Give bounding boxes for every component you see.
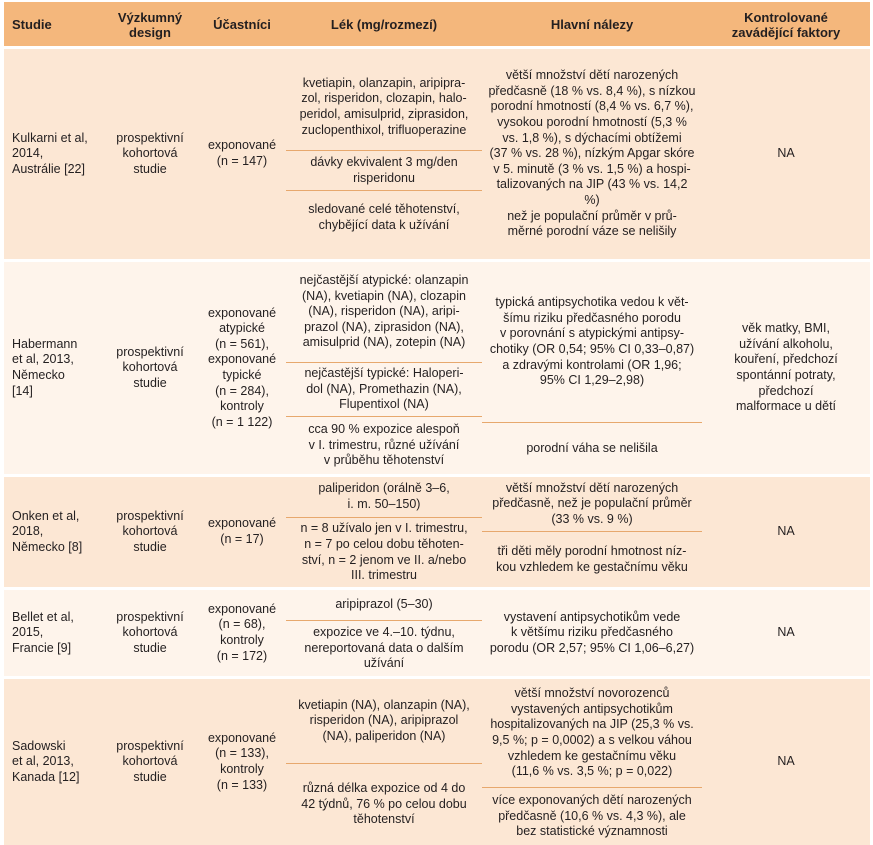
findings-subcell (482, 679, 702, 787)
study-cell-line: et al, 2013, (12, 754, 74, 769)
header-drug: Lék (mg/rozmezí) (286, 2, 482, 46)
confounders-line: NA (777, 754, 795, 769)
findings-cell (482, 46, 702, 259)
study-cell-line: Kulkarni et al, (12, 130, 88, 145)
design-cell-line: studie (133, 769, 167, 784)
participants-cell-line: kontroly (220, 762, 264, 776)
drug-line: v I. trimestru, různé užívání (308, 437, 460, 452)
findings-line: měrné porodní váze se nelišily (507, 224, 677, 239)
drug-line: risperidon (NA), aripiprazol (309, 713, 459, 728)
confounders-line: spontánní potraty, (736, 368, 836, 382)
findings-subcell (482, 49, 702, 259)
header-findings: Hlavní nálezy (482, 2, 702, 46)
study-cell-line: Francie [9] (12, 640, 72, 655)
study-cell-line: 2014, (12, 146, 44, 161)
drug-line: zuclopenthixol, trifluoperazine (301, 122, 467, 137)
drug-line: risperidonu (353, 170, 415, 185)
drug-subcell (286, 679, 482, 763)
study-cell-line: Onken et al, (12, 508, 80, 523)
findings-text (488, 68, 696, 240)
study-cell (4, 474, 102, 587)
findings-line: (37 % vs. 28 %), nízkým Apgar skóre (489, 146, 695, 161)
confounders-line: předchozí (758, 383, 814, 398)
findings-line: větší množství dětí narozených (505, 68, 679, 83)
design-cell-line: kohortová (122, 625, 178, 640)
findings-text (490, 610, 694, 657)
findings-line: více exponovaných dětí narozených (492, 793, 692, 808)
drug-cell (286, 46, 482, 259)
design-cell-line: studie (133, 539, 167, 554)
drug-cell (286, 676, 482, 845)
confounders-cell (702, 676, 870, 845)
participants-cell-line: (n = 68), (218, 617, 266, 632)
drug-text (318, 481, 449, 512)
drug-line: ství, n = 2 jenom ve II. a/nebo (301, 552, 467, 567)
drug-line: dávky ekvivalent 3 mg/den (310, 154, 458, 169)
design-cell (102, 676, 198, 845)
study-cell (4, 676, 102, 845)
drug-text (301, 781, 466, 828)
findings-line: vystavených antipsychotikům (511, 701, 673, 716)
findings-line: tři děti měly porodní hmotnost níz- (497, 543, 687, 558)
confounders-line: NA (777, 625, 795, 640)
drug-subcell (286, 150, 482, 190)
drug-subcell (286, 64, 482, 150)
drug-line: chybějící data k užívání (318, 217, 450, 232)
header-design (102, 2, 198, 46)
drug-subcell (286, 262, 482, 362)
findings-line: vysokou porodní hmotností (5,3 % (497, 115, 687, 130)
design-cell-line: studie (133, 375, 167, 390)
drug-line: amisulprid (NA), zotepin (NA) (302, 335, 466, 350)
confounders-line: užívání alkoholu, (739, 336, 833, 351)
findings-subcell (482, 477, 702, 531)
drug-subcell (286, 190, 482, 244)
header-design-line: design (129, 24, 171, 40)
design-cell-line: prospektivní (116, 508, 184, 523)
participants-cell-line: exponované (207, 352, 277, 367)
confounders-cell (702, 587, 870, 676)
findings-text (492, 481, 691, 528)
participants-cell (198, 46, 286, 259)
drug-line: nereportovaná data o dalším (304, 640, 464, 655)
drug-text (308, 422, 459, 469)
findings-line: 9,5 %; p = 0,0002) a s velkou váhou (492, 733, 692, 747)
header-design-line: Výzkumný (117, 9, 183, 25)
study-cell-line: Sadowski (12, 738, 66, 753)
drug-line: různá délka expozice od 4 do (302, 781, 466, 796)
drug-cell (286, 474, 482, 587)
findings-line: vystavení antipsychotikům vede (503, 609, 681, 624)
drug-text (304, 625, 463, 672)
drug-line: těhotenství (353, 812, 415, 827)
drug-subcell (286, 763, 482, 845)
design-cell-line: kohortová (122, 524, 178, 539)
findings-line: k většímu riziku předčasného (511, 625, 673, 640)
findings-text (490, 686, 693, 780)
drug-text (304, 366, 463, 413)
drug-line: peridol, amisulprid, ziprasidon, (299, 107, 469, 121)
study-cell (4, 259, 102, 474)
drug-line: (NA), risperidon (NA), aripi- (308, 304, 460, 319)
findings-line: šímu riziku předčasného porodu (503, 310, 681, 325)
participants-cell-line: (n = 133), (215, 746, 269, 761)
drug-line: n = 7 po celou dobu těhoten- (304, 536, 464, 551)
findings-cell (482, 676, 702, 845)
drug-text (298, 698, 470, 745)
participants-cell-line: exponované (207, 601, 277, 616)
findings-line: předčasně (10,6 % vs. 4,3 %), ale (498, 808, 686, 823)
findings-line: vzhledem ke gestačnímu věku (507, 748, 677, 763)
drug-text (300, 521, 467, 583)
drug-line: (NA), kvetiapin (NA), clozapin (302, 288, 466, 303)
drug-line: 42 týdnů, 76 % po celou dobu (301, 796, 467, 811)
findings-subcell (482, 422, 702, 474)
confounders-cell (702, 259, 870, 474)
participants-cell (198, 259, 286, 474)
header-study: Studie (4, 2, 102, 46)
study-cell (4, 46, 102, 259)
header-row (4, 2, 870, 46)
findings-line: hospitalizovaných na JIP (25,3 % vs. (490, 717, 694, 732)
findings-text (526, 441, 657, 457)
findings-line: větší množství novorozenců (514, 686, 670, 701)
design-cell-line: prospektivní (116, 609, 184, 624)
drug-text (310, 155, 457, 186)
drug-line: (NA), paliperidon (NA) (322, 728, 446, 743)
study-cell-line: 2015, (12, 625, 44, 640)
table-row (4, 587, 870, 676)
design-cell-line: kohortová (122, 146, 178, 161)
study-cell-line: Kanada [12] (12, 769, 80, 784)
drug-line: kvetiapin, olanzapin, aripipra- (302, 75, 466, 90)
participants-cell-line: exponované (207, 730, 277, 745)
findings-line: větší množství dětí narozených (505, 480, 679, 495)
design-cell-line: kohortová (122, 754, 178, 769)
confounders-cell (702, 474, 870, 587)
study-cell-line: et al, 2013, (12, 352, 74, 367)
drug-text (335, 597, 432, 613)
drug-line: zol, risperidon, clozapin, halo- (301, 91, 467, 106)
findings-line: typická antipsychotika vedou k vět- (495, 295, 689, 310)
study-cell-line: Austrálie [22] (12, 161, 85, 176)
confounders-line: malformace u dětí (735, 399, 837, 414)
drug-line: aripiprazol (5–30) (335, 597, 433, 612)
findings-line: porodu (OR 2,57; 95% CI 1,06–6,27) (489, 640, 695, 655)
header-confounders-line: zavádějící faktory (731, 24, 841, 40)
confounders-line: věk matky, BMI, (742, 321, 830, 336)
header-confounders-line: Kontrolované (744, 9, 828, 25)
study-cell-line: Německo [8] (12, 539, 83, 554)
drug-line: kvetiapin (NA), olanzapin (NA), (298, 697, 470, 712)
drug-line: dol (NA), Promethazin (NA), (306, 381, 462, 396)
findings-line: porodní hmotností (8,4 % vs. 6,7 %), (490, 99, 694, 114)
participants-cell-line: typické (222, 368, 262, 382)
design-cell (102, 46, 198, 259)
confounders-line: NA (777, 146, 795, 161)
drug-line: i. m. 50–150) (347, 497, 421, 511)
design-cell-line: prospektivní (116, 344, 184, 359)
design-cell (102, 259, 198, 474)
drug-line: III. trimestru (351, 568, 417, 583)
drug-line: Flupentixol (NA) (339, 397, 429, 412)
findings-line: bez statistické významnosti (516, 824, 668, 839)
design-cell-line: studie (133, 640, 167, 655)
drug-cell (286, 259, 482, 474)
drug-line: expozice ve 4.–10. týdnu, (313, 625, 455, 640)
participants-cell-line: (n = 1 122) (211, 414, 273, 429)
participants-cell-line: exponované (207, 138, 277, 153)
study-cell (4, 587, 102, 676)
table-row (4, 676, 870, 845)
design-cell-line: kohortová (122, 360, 178, 375)
drug-subcell (286, 362, 482, 416)
confounders-cell (702, 46, 870, 259)
findings-cell (482, 259, 702, 474)
findings-subcell (482, 531, 702, 587)
drug-subcell (286, 517, 482, 587)
drug-line: paliperidon (orálně 3–6, (318, 481, 450, 496)
table-row (4, 474, 870, 587)
drug-line: nejčastější atypické: olanzapin (299, 273, 469, 288)
findings-line: talizovaných na JIP (43 % vs. 14,2 %) (496, 177, 688, 207)
drug-line: cca 90 % expozice alespoň (308, 422, 460, 437)
participants-cell (198, 676, 286, 845)
header-confounders (702, 2, 870, 46)
participants-cell (198, 474, 286, 587)
design-cell (102, 474, 198, 587)
confounders-line: kouření, předchozí (734, 352, 838, 367)
findings-line: (11,6 % vs. 3,5 %; p = 0,022) (511, 764, 673, 779)
findings-line: kou vzhledem ke gestačnímu věku (496, 559, 688, 574)
participants-cell-line: (n = 172) (216, 648, 268, 663)
study-cell-line: Německo (12, 368, 65, 382)
findings-line: chotiky (OR 0,54; 95% CI 0,33–0,87) (489, 342, 695, 356)
header-participants: Účastníci (198, 2, 286, 46)
drug-cell (286, 587, 482, 676)
findings-line: porodní váha se nelišila (526, 440, 658, 455)
drug-subcell (286, 620, 482, 676)
design-cell-line: prospektivní (116, 130, 184, 145)
participants-cell-line: (n = 133) (216, 777, 268, 792)
drug-line: užívání (363, 656, 405, 671)
study-cell-line: [14] (12, 383, 33, 398)
findings-subcell (482, 787, 702, 845)
findings-line: v porovnání s atypickými antipsy- (499, 326, 685, 341)
findings-line: (33 % vs. 9 %) (551, 511, 633, 526)
table-row (4, 259, 870, 474)
findings-line: předčasně (18 % vs. 8,4 %), s nízkou (488, 83, 696, 98)
findings-subcell (482, 262, 702, 422)
drug-line: prazol (NA), ziprasidon (NA), (304, 319, 464, 334)
studies-table (4, 2, 870, 845)
findings-text (492, 793, 691, 840)
confounders-line: NA (777, 524, 795, 539)
findings-text (490, 295, 694, 389)
participants-cell-line: (n = 17) (220, 532, 264, 546)
drug-text (300, 273, 469, 351)
drug-subcell (286, 477, 482, 517)
findings-line: předčasně, než je populační průměr (492, 496, 692, 511)
drug-text (300, 76, 469, 138)
participants-cell-line: exponované (207, 305, 277, 320)
participants-cell-line: kontroly (220, 633, 264, 647)
participants-cell-line: atypické (219, 321, 265, 336)
drug-line: sledované celé těhotenství, (308, 201, 460, 216)
study-cell-line: Habermann (12, 336, 78, 351)
participants-cell-line: (n = 147) (216, 154, 268, 168)
findings-subcell (482, 590, 702, 676)
findings-line: vs. 1,8 %), s dýchacími obtížemi (502, 130, 682, 145)
findings-line: 95% CI 1,29–2,98) (539, 373, 645, 388)
drug-text (308, 202, 460, 233)
design-cell (102, 587, 198, 676)
drug-subcell (286, 590, 482, 620)
findings-text (496, 544, 688, 575)
drug-subcell (286, 416, 482, 474)
design-cell-line: studie (133, 161, 167, 176)
findings-cell (482, 587, 702, 676)
drug-line: nejčastější typické: Haloperi- (304, 366, 464, 381)
participants-cell-line: (n = 561), (215, 336, 269, 351)
drug-line: v průběhu těhotenství (323, 453, 445, 468)
study-cell-line: 2018, (12, 524, 44, 539)
participants-cell-line: exponované (207, 516, 277, 531)
study-cell-line: Bellet et al, (12, 609, 74, 624)
findings-line: než je populační průměr v prů- (507, 208, 677, 223)
participants-cell-line: kontroly (220, 399, 264, 414)
design-cell-line: prospektivní (116, 738, 184, 753)
findings-line: a zdravými kontrolami (OR 1,96; (502, 357, 682, 372)
table-row (4, 46, 870, 259)
findings-line: v 5. minutě (3 % vs. 1,5 %) a hospi- (493, 161, 691, 176)
participants-cell-line: (n = 284), (215, 383, 269, 398)
findings-cell (482, 474, 702, 587)
participants-cell (198, 587, 286, 676)
drug-line: n = 8 užívalo jen v I. trimestru, (300, 521, 468, 536)
